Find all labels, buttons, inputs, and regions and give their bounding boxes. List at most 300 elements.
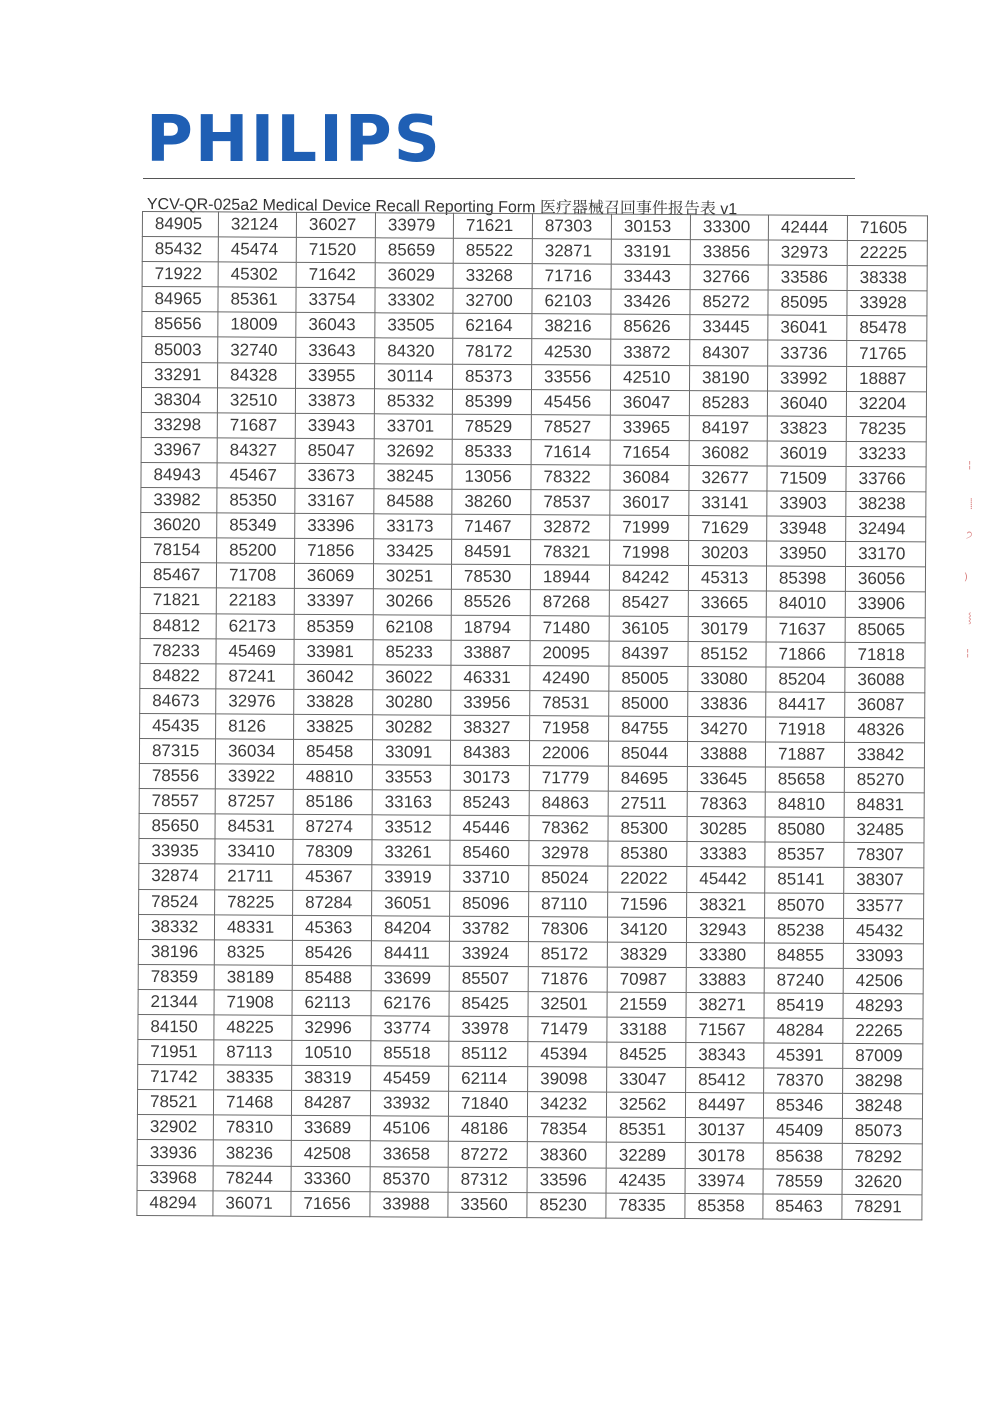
- serial-number-cell: 36047: [610, 390, 689, 416]
- serial-number-cell: 84327: [217, 438, 295, 464]
- table-row: [141, 412, 926, 441]
- serial-number-cell: 33397: [294, 589, 373, 615]
- serial-number-cell: 36022: [373, 664, 451, 690]
- serial-number-cell: 78363: [687, 792, 765, 818]
- table-row: [137, 1115, 922, 1144]
- serial-number-cell: 33383: [687, 842, 765, 868]
- serial-number-cell: 85373: [453, 364, 532, 390]
- serial-number-cell: 33974: [685, 1168, 763, 1194]
- serial-number-cell: 62113: [292, 990, 371, 1016]
- serial-number-cell: 71567: [686, 1018, 764, 1044]
- serial-number-cell: 85432: [142, 237, 218, 263]
- serial-number-cell: 42444: [768, 215, 847, 241]
- serial-number-cell: 33268: [453, 263, 532, 289]
- serial-number-cell: 84965: [142, 287, 218, 313]
- serial-number-cell: 33191: [611, 239, 690, 265]
- serial-number-cell: 33950: [767, 541, 846, 567]
- serial-number-cell: 71716: [532, 264, 611, 290]
- serial-number-cell: 32124: [218, 212, 296, 238]
- serial-number-cell: 85398: [766, 566, 845, 592]
- serial-number-cell: 71621: [453, 213, 532, 239]
- serial-number-cell: 71951: [138, 1040, 214, 1066]
- serial-number-cell: 33261: [372, 840, 450, 866]
- serial-number-cell: 38260: [452, 489, 531, 515]
- serial-number-cell: 30153: [611, 214, 690, 240]
- serial-number-cell: 85172: [528, 941, 607, 967]
- serial-number-cell: 33842: [844, 742, 924, 768]
- serial-number-cell: 85346: [763, 1093, 842, 1119]
- serial-number-cell: 33825: [294, 714, 373, 740]
- serial-number-cell: 38271: [686, 992, 764, 1018]
- serial-number-cell: 85005: [609, 666, 688, 692]
- serial-number-cell: 38321: [687, 892, 765, 918]
- serial-number-cell: 34232: [527, 1092, 606, 1118]
- serial-number-cell: 45456: [531, 389, 610, 415]
- table-row: [140, 688, 925, 717]
- serial-number-cell: 33701: [374, 414, 452, 440]
- serial-number-cell: 33943: [295, 413, 374, 439]
- serial-number-cell: 33673: [295, 463, 374, 489]
- serial-number-cell: 78292: [842, 1144, 922, 1170]
- serial-number-cell: 42508: [291, 1141, 370, 1167]
- serial-number-cell: 78225: [215, 889, 293, 915]
- serial-number-cell: 33965: [610, 415, 689, 441]
- serial-number-cell: 38189: [214, 965, 292, 991]
- serial-number-cell: 84397: [609, 641, 688, 667]
- serial-number-cell: 85152: [688, 641, 766, 667]
- serial-number-cell: 85351: [606, 1117, 685, 1143]
- serial-number-cell: 71765: [847, 341, 927, 367]
- serial-number-cell: 45467: [217, 463, 295, 489]
- serial-number-cell: 33948: [767, 516, 846, 542]
- serial-number-cell: 85095: [768, 290, 847, 316]
- serial-number-cell: 71908: [214, 990, 292, 1016]
- serial-number-cell: 38304: [141, 387, 217, 413]
- serial-number-cell: 62164: [453, 314, 532, 340]
- serial-number-cell: 71918: [766, 717, 845, 743]
- serial-number-cell: 33922: [215, 764, 293, 790]
- serial-number-cell: 85230: [527, 1192, 606, 1218]
- serial-number-cell: 33919: [372, 865, 450, 891]
- serial-number-cell: 21344: [138, 989, 214, 1015]
- serial-number-cell: 85488: [292, 965, 371, 991]
- serial-number-cell: 38343: [686, 1043, 764, 1069]
- table-row: [138, 1040, 923, 1069]
- serial-number-cell: 33978: [449, 1016, 528, 1042]
- serial-number-cell: 85073: [842, 1119, 922, 1145]
- table-row: [140, 663, 925, 692]
- serial-number-cell: 45469: [216, 639, 294, 665]
- serial-number-cell: 78531: [530, 690, 609, 716]
- table-row: [138, 1065, 923, 1094]
- serial-number-cell: 45435: [140, 713, 216, 739]
- serial-number-cell: 33888: [687, 742, 765, 768]
- serial-number-cell: 38238: [846, 491, 926, 517]
- serial-number-cell: 62173: [216, 613, 294, 639]
- serial-number-cell: 85359: [294, 614, 373, 640]
- serial-number-cell: 33380: [686, 942, 764, 968]
- serial-number-cell: 71779: [529, 766, 608, 792]
- serial-number-cell: 32871: [532, 239, 611, 265]
- table-row: [139, 839, 924, 868]
- serial-number-cell: 85349: [217, 513, 295, 539]
- serial-number-cell: 78233: [140, 638, 216, 664]
- serial-number-cell: 85000: [609, 691, 688, 717]
- serial-number-cell: 87303: [532, 214, 611, 240]
- serial-number-cell: 85358: [685, 1193, 763, 1219]
- serial-number-cell: 36042: [294, 664, 373, 690]
- serial-number-cell: 85458: [293, 739, 372, 765]
- serial-number-cell: 78359: [138, 964, 214, 990]
- serial-number-cell: 48326: [845, 717, 925, 743]
- serial-number-cell: 38245: [374, 464, 452, 490]
- table-row: [137, 1190, 922, 1219]
- serial-number-cell: 39098: [528, 1067, 607, 1093]
- table-row: [138, 939, 923, 968]
- serial-number-cell: 85656: [142, 312, 218, 338]
- serial-number-cell: 32485: [844, 818, 924, 844]
- table-row: [141, 437, 926, 466]
- serial-number-cell: 84863: [529, 791, 608, 817]
- serial-number-cell: 78537: [531, 490, 610, 516]
- serial-number-cell: 42435: [606, 1168, 685, 1194]
- serial-number-cell: 71509: [767, 466, 846, 492]
- serial-number-cell: 33410: [215, 839, 293, 865]
- serial-number-cell: 48186: [448, 1117, 527, 1143]
- serial-number-cell: 71687: [217, 413, 295, 439]
- serial-number-cell: 85350: [217, 488, 295, 514]
- serial-number-cell: 33167: [295, 488, 374, 514]
- serial-number-cell: 33658: [370, 1141, 448, 1167]
- serial-number-cell: 33047: [607, 1067, 686, 1093]
- serial-number-cell: 85361: [218, 287, 296, 313]
- serial-number-cell: 10510: [292, 1040, 371, 1066]
- serial-number-cell: 38327: [451, 715, 530, 741]
- table-row: [138, 964, 923, 993]
- serial-number-cell: 71468: [213, 1090, 291, 1116]
- serial-number-cell: 62176: [371, 991, 449, 1017]
- serial-number-cell: 32494: [846, 517, 926, 543]
- serial-number-cell: 30282: [373, 715, 451, 741]
- serial-number-cell: 32874: [139, 864, 215, 890]
- table-row: [140, 638, 925, 667]
- serial-number-cell: 33665: [688, 591, 766, 617]
- serial-number-cell: 84755: [609, 716, 688, 742]
- serial-number-cell: 36043: [296, 313, 375, 339]
- serial-number-cell: 33360: [291, 1166, 370, 1192]
- serial-number-cell: 33774: [371, 1016, 449, 1042]
- serial-number-cell: 85070: [765, 893, 844, 919]
- serial-number-cell: 18944: [530, 565, 609, 591]
- serial-number-cell: 48331: [214, 915, 292, 941]
- serial-number-cell: 33233: [846, 441, 926, 467]
- serial-number-cell: 33426: [611, 289, 690, 315]
- serial-number-cell: 84197: [689, 415, 767, 441]
- serial-number-cell: 78321: [531, 540, 610, 566]
- serial-number-cell: 13056: [452, 464, 531, 490]
- serial-number-cell: 71876: [528, 966, 607, 992]
- serial-number-cell: 33988: [370, 1191, 448, 1217]
- table-row: [137, 1140, 922, 1169]
- serial-number-cell: 36040: [767, 391, 846, 417]
- table-row: [141, 513, 926, 542]
- serial-number-cell: 84010: [766, 591, 845, 617]
- serial-number-cell: 22265: [843, 1018, 923, 1044]
- serial-number-cell: 32692: [374, 439, 452, 465]
- serial-number-cell: 84307: [690, 340, 768, 366]
- serial-number-cell: 38319: [292, 1066, 371, 1092]
- serial-number-cell: 30178: [685, 1143, 763, 1169]
- serial-number-cell: 33955: [296, 363, 375, 389]
- serial-number-cell: 84588: [374, 489, 452, 515]
- serial-number-cell: 30114: [375, 363, 453, 389]
- serial-number-cell: 36088: [845, 667, 925, 693]
- serial-number-cell: 71629: [689, 516, 767, 542]
- serial-number-cell: 33643: [296, 338, 375, 364]
- serial-number-cell: 33754: [296, 288, 375, 314]
- serial-number-cell: 71818: [845, 642, 925, 668]
- serial-number-cell: 33828: [294, 689, 373, 715]
- serial-number-cell: 78235: [846, 416, 926, 442]
- serial-number-cell: 33173: [374, 514, 452, 540]
- serial-number-cell: 84812: [140, 613, 216, 639]
- serial-number-cell: 78559: [763, 1169, 842, 1195]
- serial-number-cell: 22183: [216, 588, 294, 614]
- serial-number-cell: 85419: [764, 993, 843, 1019]
- serial-number-cell: 87284: [293, 890, 372, 916]
- serial-number-cell: 21711: [215, 864, 293, 890]
- serial-number-cell: 33445: [690, 315, 768, 341]
- serial-number-cell: 32766: [690, 265, 768, 291]
- serial-number-cell: 36069: [294, 564, 373, 590]
- serial-number-cell: 84831: [844, 793, 924, 819]
- serial-number-cell: 32902: [137, 1115, 213, 1141]
- serial-number-cell: 87113: [214, 1040, 292, 1066]
- serial-number-cell: 71840: [448, 1092, 527, 1118]
- serial-number-cell: 38335: [214, 1065, 292, 1091]
- serial-number-cell: 87312: [448, 1167, 527, 1193]
- serial-number-cell: 45367: [293, 865, 372, 891]
- serial-number-cell: 33981: [294, 639, 373, 665]
- serial-number-cell: 85518: [371, 1041, 449, 1067]
- serial-number-cell: 78309: [293, 840, 372, 866]
- serial-number-cell: 42530: [532, 339, 611, 365]
- serial-number-cell: 45394: [528, 1042, 607, 1068]
- serial-number-cell: 71999: [610, 515, 689, 541]
- serial-number-cell: 62108: [373, 614, 451, 640]
- serial-number-cell: 71637: [766, 616, 845, 642]
- table-row: [141, 462, 926, 491]
- serial-number-cell: 33782: [449, 916, 528, 942]
- serial-number-cell: 87257: [215, 789, 293, 815]
- serial-number-cell: 84320: [375, 338, 453, 364]
- serial-number-cell: 84411: [371, 941, 449, 967]
- serial-number-cell: 33968: [137, 1165, 213, 1191]
- serial-number-cell: 38216: [532, 314, 611, 340]
- serial-number-cell: 38338: [847, 266, 927, 292]
- serial-number-cell: 85380: [608, 841, 687, 867]
- serial-number-cell: 32740: [218, 337, 296, 363]
- serial-number-cell: 85283: [689, 390, 767, 416]
- serial-number-cell: 78307: [844, 843, 924, 869]
- serial-number-cell: 45474: [218, 237, 296, 263]
- header-divider: [143, 178, 855, 179]
- serial-number-cell: 87272: [448, 1142, 527, 1168]
- serial-number-cell: 84695: [608, 766, 687, 792]
- form-title: YCV-QR-025a2 Medical Device Recall Reporting Form 医疗器械召回事件报告表 v1: [146, 195, 738, 219]
- serial-number-cell: 84328: [218, 362, 296, 388]
- serial-number-cell: 33883: [686, 967, 764, 993]
- serial-number-cell: 33936: [137, 1140, 213, 1166]
- serial-number-cell: 32700: [453, 289, 532, 315]
- serial-number-cell: 36051: [372, 890, 450, 916]
- serial-number-cell: 32510: [217, 388, 295, 414]
- serial-number-cell: 48294: [137, 1190, 213, 1216]
- serial-number-cell: 71614: [531, 440, 610, 466]
- serial-number-cell: 85425: [449, 991, 528, 1017]
- serial-number-cell: 36087: [845, 692, 925, 718]
- serial-number-cell: 33736: [768, 340, 847, 366]
- table-row: [142, 362, 927, 391]
- serial-number-cell: 71596: [608, 892, 687, 918]
- serial-number-cell: 33956: [451, 690, 530, 716]
- serial-number-cell: 45313: [688, 566, 766, 592]
- serial-number-cell: 84383: [450, 740, 529, 766]
- serial-number-cell: 33577: [844, 893, 924, 919]
- table-row: [139, 789, 924, 818]
- table-row: [142, 237, 927, 266]
- serial-number-cell: 33556: [532, 364, 611, 390]
- table-row: [139, 764, 924, 793]
- table-row: [141, 488, 926, 517]
- serial-number-cell: 32204: [846, 391, 926, 417]
- table-row: [137, 1165, 922, 1194]
- serial-number-cell: 33396: [295, 513, 374, 539]
- serial-number-cell: 33091: [372, 740, 450, 766]
- table-row: [139, 889, 924, 918]
- serial-number-cell: 36029: [375, 263, 453, 289]
- serial-number-cell: 33689: [291, 1116, 370, 1142]
- serial-number-cell: 71479: [528, 1017, 607, 1043]
- serial-number-cell: 30266: [373, 589, 451, 615]
- serial-number-cell: 36017: [610, 490, 689, 516]
- serial-number-cell: 78370: [764, 1068, 843, 1094]
- serial-number-cell: 85003: [142, 337, 218, 363]
- serial-number-cell: 36105: [609, 616, 688, 642]
- serial-number-cell: 33903: [767, 491, 846, 517]
- serial-number-cell: 87268: [530, 590, 609, 616]
- serial-number-cell: 85233: [373, 639, 451, 665]
- philips-logo: PHILIPS: [146, 103, 442, 177]
- serial-number-cell: 32996: [292, 1015, 371, 1041]
- serial-number-cell: 85357: [765, 842, 844, 868]
- table-row: [138, 914, 923, 943]
- table-row: [137, 1090, 922, 1119]
- serial-number-cell: 78354: [527, 1117, 606, 1143]
- serial-number-cell: 78244: [213, 1165, 291, 1191]
- serial-number-cell: 33982: [141, 488, 217, 514]
- serial-number-cell: 87274: [293, 815, 372, 841]
- serial-number-cell: 84905: [142, 212, 218, 238]
- serial-number-cell: 78335: [606, 1193, 685, 1219]
- serial-number-cell: 33512: [372, 815, 450, 841]
- serial-number-cell: 33560: [448, 1192, 527, 1218]
- serial-number-cell: 78521: [137, 1090, 213, 1116]
- serial-number-cell: 45432: [843, 918, 923, 944]
- serial-number-cell: 33710: [450, 866, 529, 892]
- serial-number-cell: 30173: [450, 765, 529, 791]
- serial-number-cell: 8325: [214, 940, 292, 966]
- serial-number-cell: 36027: [296, 212, 375, 238]
- table-row: [141, 538, 926, 567]
- table-row: [139, 864, 924, 893]
- serial-number-cell: 85522: [453, 238, 532, 264]
- serial-number-cell: 85300: [608, 816, 687, 842]
- serial-number-cell: 71958: [530, 716, 609, 742]
- serial-number-cell: 85426: [292, 940, 371, 966]
- serial-number-cell: 85507: [449, 966, 528, 992]
- serial-number-cell: 38298: [843, 1069, 923, 1095]
- serial-number-cell: 34270: [688, 716, 766, 742]
- serial-number-cell: 85186: [293, 790, 372, 816]
- serial-number-cell: 33188: [607, 1017, 686, 1043]
- serial-number-cell: 38332: [138, 914, 214, 940]
- serial-number-cell: 71742: [138, 1065, 214, 1091]
- serial-number-cell: 36019: [767, 441, 846, 467]
- serial-number-cell: 84943: [141, 462, 217, 488]
- serial-number-cell: 84822: [140, 663, 216, 689]
- serial-number-cell: 33924: [449, 941, 528, 967]
- serial-number-cell: 85526: [451, 590, 530, 616]
- serial-number-cell: 32677: [689, 465, 767, 491]
- serial-number-cell: 85650: [139, 814, 215, 840]
- serial-number-cell: 36082: [689, 440, 767, 466]
- serial-number-cell: 20095: [530, 640, 609, 666]
- table-row: [142, 337, 927, 366]
- serial-number-cell: 36034: [215, 739, 293, 765]
- serial-number-cell: 70987: [607, 967, 686, 993]
- serial-number-cell: 45409: [763, 1118, 842, 1144]
- serial-number-cell: 78530: [451, 565, 530, 591]
- serial-number-cell: 85399: [452, 389, 531, 415]
- serial-number-cell: 18009: [218, 312, 296, 338]
- serial-number-cell: 71866: [766, 642, 845, 668]
- serial-number-cell: 36071: [213, 1191, 291, 1217]
- serial-number-cell: 33967: [141, 437, 217, 463]
- table-row: [141, 387, 926, 416]
- serial-number-cell: 85270: [844, 767, 924, 793]
- serial-number-cell: 78154: [141, 538, 217, 564]
- serial-number-cell: 30285: [687, 817, 765, 843]
- serial-number-cell: 32620: [842, 1169, 922, 1195]
- serial-number-cell: 32973: [768, 240, 847, 266]
- serial-number-cell: 22006: [529, 741, 608, 767]
- serial-number-cell: 33170: [846, 542, 926, 568]
- serial-number-cell: 36020: [141, 513, 217, 539]
- serial-number-cell: 45442: [687, 867, 765, 893]
- serial-number-cell: 33699: [371, 966, 449, 992]
- table-row: [142, 262, 927, 291]
- serial-number-cell: 78310: [213, 1115, 291, 1141]
- serial-number-cell: 45106: [370, 1116, 448, 1142]
- serial-number-cell: 84417: [766, 692, 845, 718]
- serial-number-cell: 33080: [688, 666, 766, 692]
- serial-number-cell: 84150: [138, 1014, 214, 1040]
- serial-number-cell: 18794: [451, 615, 530, 641]
- serial-table-container: [136, 211, 928, 1220]
- serial-number-cell: 33856: [690, 240, 768, 266]
- serial-number-cell: 30251: [373, 564, 451, 590]
